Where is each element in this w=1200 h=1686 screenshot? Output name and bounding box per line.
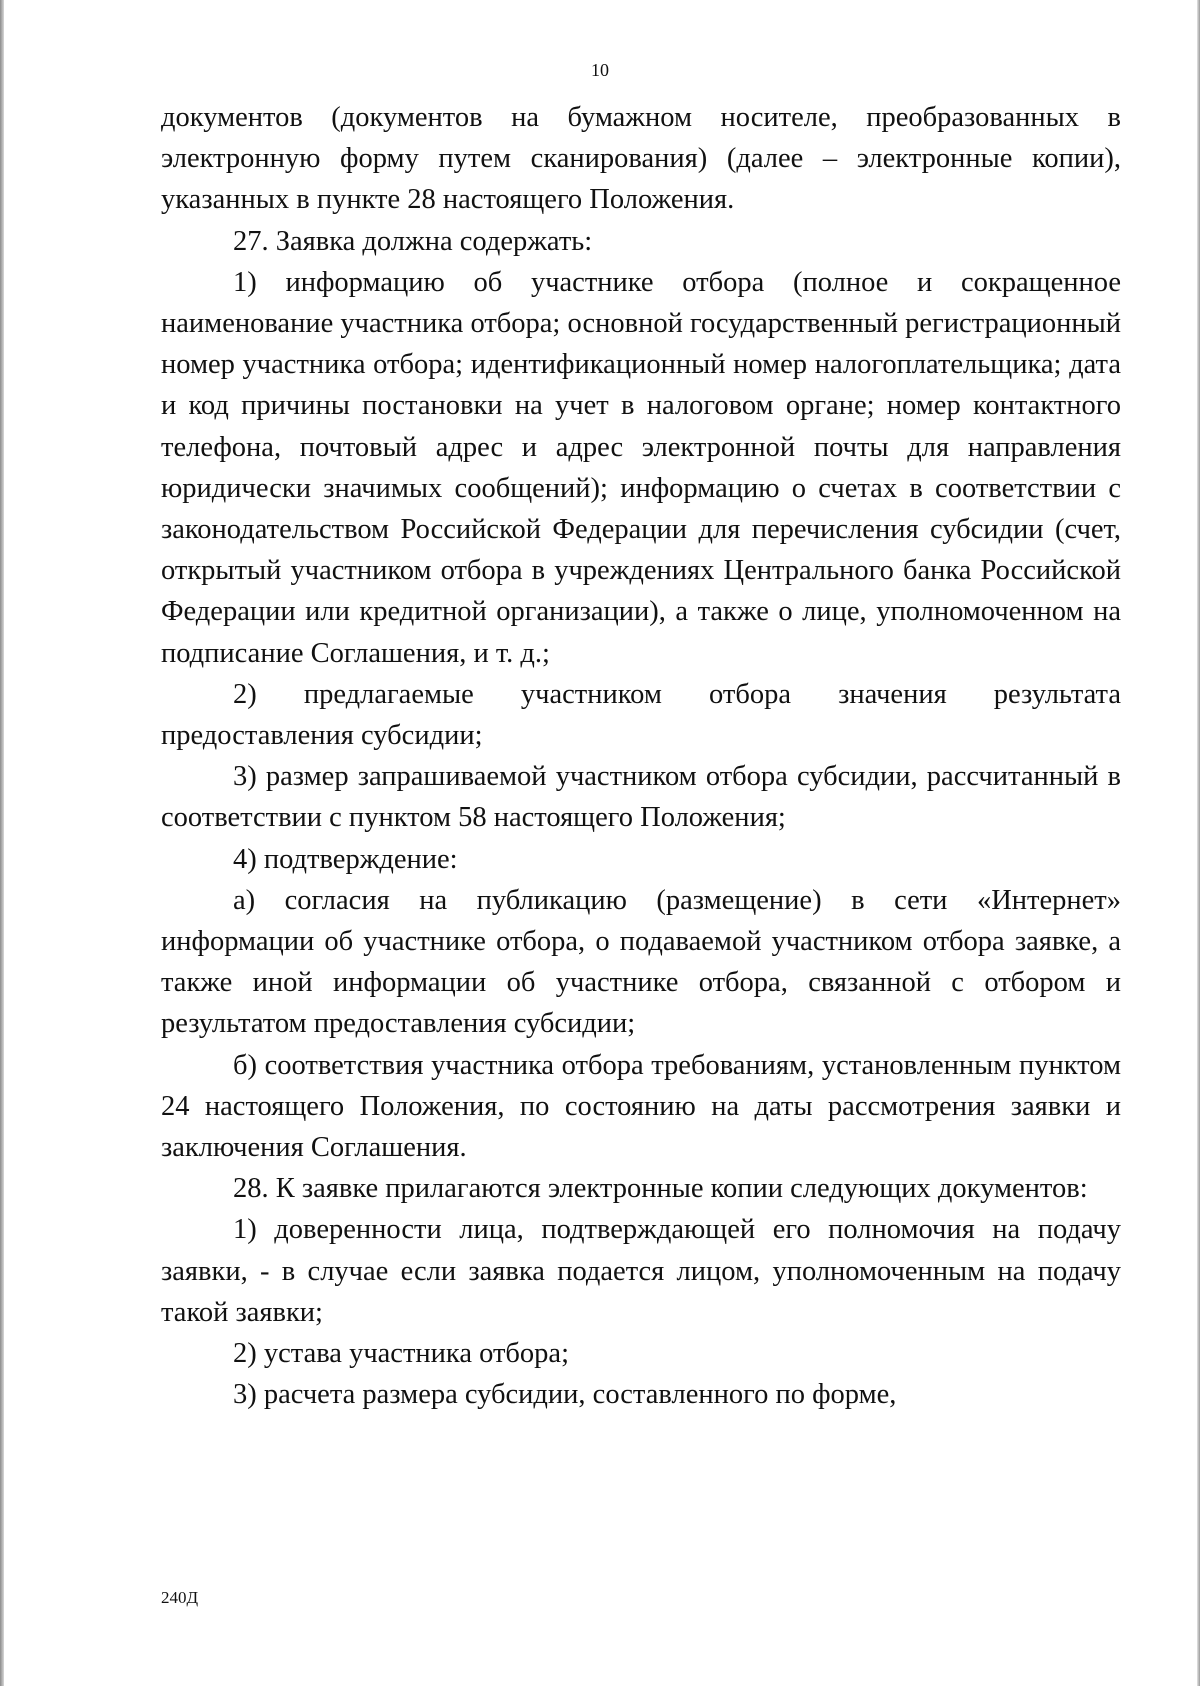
- paragraph-subitem-b: б) соответствия участника отбора требованиям, установленным пунктом 24 настоящего Положения, по состоянию на даты рассмотрения заявки и заключения Соглашения.: [161, 1049, 1121, 1164]
- paragraph-item-28: 28. К заявке прилагаются электронные копии следующих документов:: [233, 1173, 1088, 1205]
- paragraph-subitem-1: 1) информацию об участнике отбора (полное и сокращенное наименование участника отбора; основной государственный регистрационный номер участника отбора; идентификационный номер налогоплательщика; дата и код причины постановки на учет в налоговом органе; номер контактного телефона, почтовый адрес и адрес электронной почты для направления юридически значимых сообщений); информацию о счетах в соответствии с законодательством Российской Федерации для перечисления субсидии (счет, открытый участником отбора в учреждениях Центрального банка Российской Федерации или кредитной организации), а также о лице, уполномоченном на подписание Соглашения, и т. д.;: [161, 266, 1121, 669]
- paragraph-subitem-4: 4) подтверждение:: [233, 843, 458, 875]
- scan-edge-left: [0, 0, 4, 1686]
- paragraph-continuation: документов (документов на бумажном носителе, преобразованных в электронную форму путем сканирования) (далее – электронные копии), указанных в пункте 28 настоящего Положения.: [161, 102, 1121, 216]
- paragraph-attachment-2: 2) устава участника отбора;: [233, 1338, 570, 1370]
- paragraph-subitem-2: 2) предлагаемые участником отбора значения результата предоставления субсидии;: [161, 678, 1121, 752]
- paragraph-attachment-1: 1) доверенности лица, подтверждающей его полномочия на подачу заявки, - в случае если заявка подается лицом, уполномоченным на подачу такой заявки;: [161, 1214, 1121, 1328]
- page-number: 10: [591, 60, 609, 80]
- paragraph-item-27: 27. Заявка должна содержать:: [233, 225, 593, 257]
- footer-document-code: 240Д: [161, 1588, 199, 1607]
- paragraph-subitem-a: а) согласия на публикацию (размещение) в сети «Интернет» информации об участнике отбора, о подаваемой участником отбора заявке, а также иной информации об участнике отбора, связанной с отбором и результатом предоставления субсидии;: [161, 884, 1121, 1040]
- document-body: [161, 97, 1121, 1416]
- paragraph-subitem-3: 3) размер запрашиваемой участником отбора субсидии, рассчитанный в соответствии с пунктом 58 настоящего Положения;: [161, 761, 1121, 834]
- paragraph-attachment-3: 3) расчета размера субсидии, составленного по форме,: [233, 1379, 897, 1411]
